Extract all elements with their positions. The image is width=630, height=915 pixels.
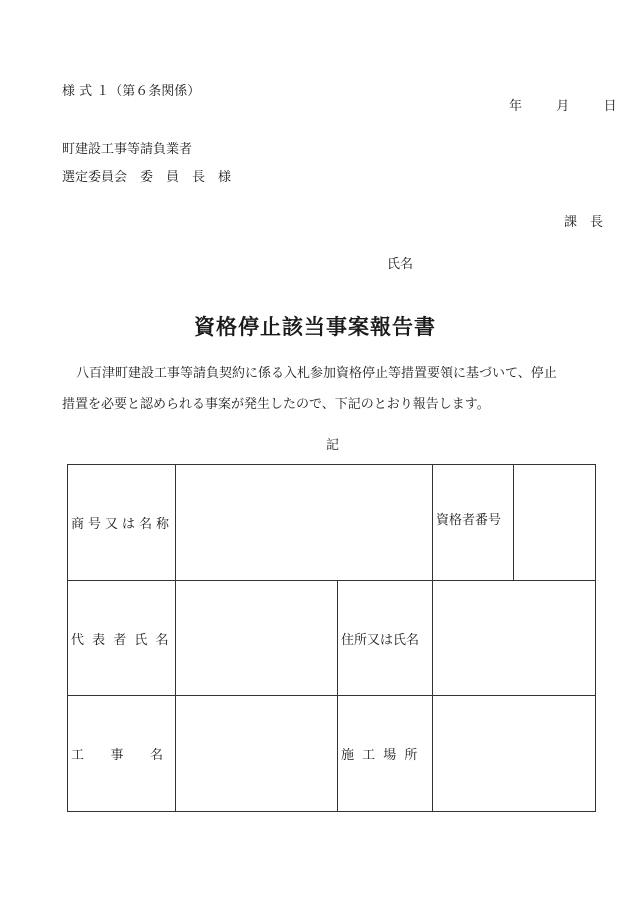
address-label: 住所又は氏名	[338, 581, 433, 696]
form-number: 様 式 １（第６条関係）	[62, 84, 201, 99]
date-line	[509, 95, 617, 114]
sender-title: 課 長	[564, 215, 604, 230]
table-row	[68, 581, 596, 696]
construction-site-label: 施 工 場 所	[338, 696, 433, 812]
construction-name-char-2: 事	[110, 748, 124, 763]
ki-label: 記	[326, 438, 340, 453]
addressee-line2: 選定委員会 委 員 長 様	[62, 170, 232, 185]
address-field[interactable]	[433, 581, 596, 696]
body-line1: 八百津町建設工事等請負契約に係る入札参加資格停止等措置要領に基づいて、停止	[76, 366, 557, 381]
representative-label: 代 表 者 氏 名	[68, 581, 176, 696]
construction-name-label	[68, 696, 176, 812]
company-name-field[interactable]	[176, 465, 433, 581]
date-day: 日	[603, 99, 617, 114]
construction-name-char-1: 工	[71, 748, 85, 763]
construction-site-field[interactable]	[433, 696, 596, 812]
qualification-number-field[interactable]	[514, 465, 596, 581]
document-title: 資格停止該当事案報告書	[194, 314, 436, 339]
construction-name-field[interactable]	[176, 696, 338, 812]
date-year: 年	[509, 99, 523, 114]
report-table	[67, 464, 596, 812]
construction-name-char-3: 名	[149, 748, 163, 763]
table-row	[68, 465, 596, 581]
addressee-line1: 町建設工事等請負業者	[62, 142, 193, 157]
company-name-label: 商号又は名称	[68, 465, 176, 581]
qualification-number-label: 資格者番号	[433, 465, 514, 581]
body-line2: 措置を必要と認められる事案が発生したので、下記のとおり報告します。	[62, 397, 490, 412]
date-month: 月	[556, 99, 570, 114]
sender-name-label: 氏名	[387, 257, 414, 272]
representative-field[interactable]	[176, 581, 338, 696]
table-row	[68, 696, 596, 812]
